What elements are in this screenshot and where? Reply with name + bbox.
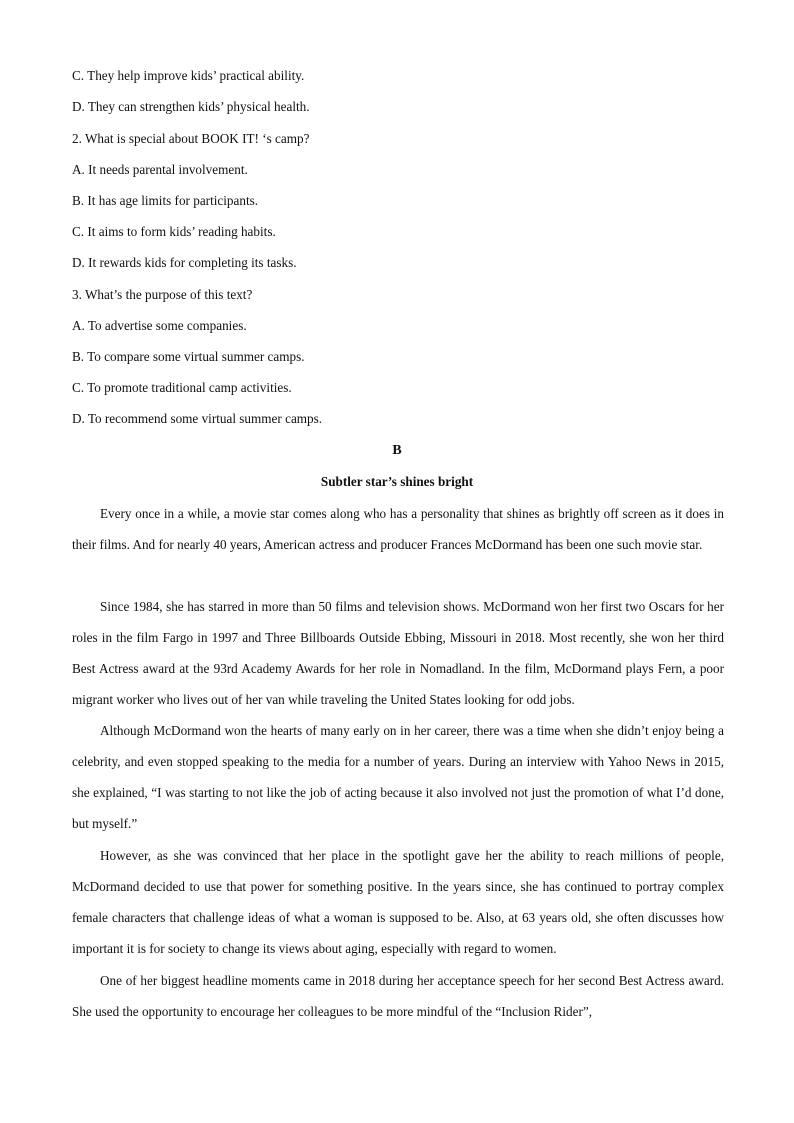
q2-option-c: C. It aims to form kids’ reading habits. (72, 224, 276, 239)
passage-paragraph-3: Although McDormand won the hearts of many early on in her career, there was a time when she didn’t enjoy being a celebrity, and even stopped speaking to the media for a number of years. During an interview with Yahoo News in 2015, she explained, “I was starting to not like the job of acting because it also involved not just the promotion of what I’d done, but myself.” (72, 723, 724, 831)
q3-option-d: D. To recommend some virtual summer camps. (72, 411, 323, 426)
section-letter: B (392, 443, 402, 458)
passage-title: Subtler star’s shines bright (320, 474, 474, 489)
passage-paragraph-5: One of her biggest headline moments came in 2018 during her acceptance speech for her second Best Actress award. She used the opportunity to encourage her colleagues to be more mindful of the “Inclusion Rider”, (72, 973, 724, 1019)
q1-option-d: D. They can strengthen kids’ physical health. (72, 99, 310, 114)
q2-option-a: A. It needs parental involvement. (72, 162, 248, 177)
q3-option-b: B. To compare some virtual summer camps. (72, 349, 305, 364)
passage-paragraph-4: However, as she was convinced that her place in the spotlight gave her the ability to reach millions of people, McDormand decided to use that power for something positive. In the years since, she has continued to portray complex female characters that challenge ideas of what a woman is supposed to be. Also, at 63 years old, she often discusses how important it is for society to change its views about aging, especially with regard to women. (72, 848, 724, 956)
q3-stem: 3. What’s the purpose of this text? (72, 287, 253, 302)
q2-stem: 2. What is special about BOOK IT! ‘s camp? (72, 131, 310, 146)
q3-option-c: C. To promote traditional camp activities. (72, 380, 292, 395)
q3-option-a: A. To advertise some companies. (72, 318, 247, 333)
passage-paragraph-2: Since 1984, she has starred in more than 50 films and television shows. McDormand won her first two Oscars for her roles in the film Fargo in 1997 and Three Billboards Outside Ebbing, Missouri in 2018. Most recently, she won her third Best Actress award at the 93rd Academy Awards for her role in Nomadland. In the film, McDormand plays Fern, a poor migrant worker who lives out of her van while traveling the United States looking for odd jobs. (72, 599, 724, 707)
q1-option-c: C. They help improve kids’ practical ability. (72, 68, 305, 83)
q2-option-b: B. It has age limits for participants. (72, 193, 259, 208)
q2-option-d: D. It rewards kids for completing its tasks. (72, 255, 297, 270)
passage-paragraph-1: Every once in a while, a movie star comes along who has a personality that shines as brightly off screen as it does in their films. And for nearly 40 years, American actress and producer Frances McDormand has been one such movie star. (72, 506, 724, 552)
